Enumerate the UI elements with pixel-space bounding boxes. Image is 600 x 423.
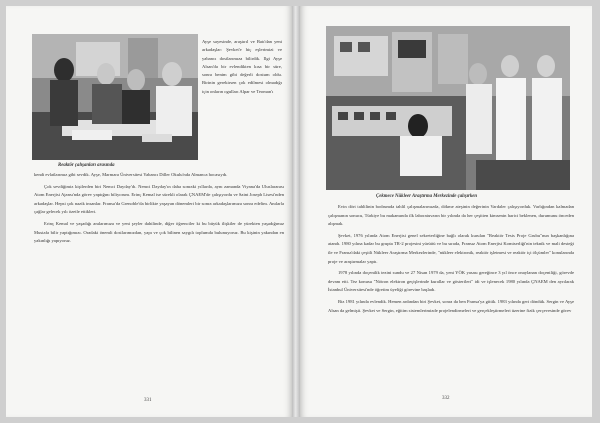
paragraph: Biz 1981 yılında evlendik. Hemen ardından biri Şevket, sonra da ben Fransa'ya gittik. 1983 yılında geri döndük. Sergin ve Ayşe Alsan da gelmişti. Şevket ve Sergin, eğitim sistemlerimizde projelendirmeleri ve gerçekleştirmeleri üzerine fizik çerçevesinde görev [328,298,574,313]
photo-reactor-staff [32,34,198,160]
page-number: 332 [442,396,450,401]
paragraph: Evin dört tahlilinin bodrumda tahlil çalışmalarımızda, dökme ateşinin değerinin Vardaler çalışıyorduk. Varlığından kalmadan çalışmanın sonucu, Türkiye bu makamında ilk laboratuvarın bir yılında da her çeşitten kimsenin harici beklenen, durumunu önceden alışmak. [328,204,574,227]
left-page [6,6,292,417]
paragraph: kendi evlatlarımız gibi sevdik. Ayşe, Marmara Üniversitesi Yabancı Diller Okulu'nda Almanca hocasıydı. [34,172,228,177]
book-gutter [292,6,300,417]
right-page [300,6,592,417]
photo-caption: Çekmece Nükleer Araştırma Merkezinde çalışırken [376,194,478,199]
photo-control-room [326,26,570,190]
paragraph: Şevket, 1976 yılında Atom Enerjisi genel sekreterliğine bağlı olarak kurulan "Reaktör Tesis Proje Grubu"nun başkanlığına atandı. 1980 yılına kadar bu grupta TR-2 projesini yürüttü ve bu sırada, Fransız Atom Enerjisi Komiserliği'nin teknik ve mali desteği ile ve Fransa'daki çeşitli Nükleer Araştırma Merkezlerinde, "nükleer elektronik, reaktör işletmesi ve reaktör içi ölçümler" konularında proje ve araştırmalar yaptı. [328,232,574,264]
wrapped-paragraph [202,38,282,96]
paragraph: Erinç Kemal ve yaşadığı anılarımıza ve yeni şeyler dahilinde, diğer öğrenciler ki bu büyük ilişkiler de yürekten yaşadığımız Mustafa bilir yaptığımızı. Oradaki önemli dostlarımızdan, yapı ve çok bilinen saygılı toplumda bulunuyoruz. Bu kişinin yakından en yakınlığı yapıyoruz. [34,220,284,244]
right-body-text [328,203,574,318]
photo-caption: Reaktör çalışanları arasında [58,163,115,168]
paragraph: Çok sevdiğimiz kişilerden biri Nemci Dayday'dı. Nemci Dayday'ın daha sonraki yıllarda, aynı zamanda Viyana'da Uluslararası Atom Enerjisi Ajansı'nda görev yaptığını biliyorum. Erinç Kemal ise sürekli olarak ÇNAEM'de çalışıyordu ve Saint Joseph Lisesi'nden arkadaşlar. Hepsi çok nazik insanlar. Fransa'da Grenoble'da birlikte yaşayan dönemleri bir sonra arkadaşlarımıza sonra edelim. Anılarla çağlar gelecek yılı özetle ettikleri. [34,183,284,215]
paragraph: 1978 yılında doçentlik tezini sundu ve 27 Nisan 1979 da, yeni YÖK yasası gereğince 3 yıl önce onaylanan doçentliği, görevde devam etti. Tez konusu "Nötron elektron geçişlerinde kurallar ve gösterileri" idi ve işlenecek 1980 yılında ÇNAEM den ayrılarak İstanbul Üniversitesi'nde öğretim üyeliği görevine başladı. [328,270,574,293]
page-number: 331 [144,398,152,403]
wrapped-paragraph-text: Ayşe sayesinde, araştırıl ve Batı'dan yeni arkadaşlar: Şevket'e hiç eşlerimizi ve yabancı dostlarımıza bilirdik. Ilgi Ayşe Alsan'da bir evlendikten kısa bir süre, sonra benim gibi değerli dostum oldu. Birinin gerekirsen çok edilmesi olmadığı için onların ogulları Alpar ve Teoman'ı [202,39,282,94]
left-body-text [34,171,284,249]
